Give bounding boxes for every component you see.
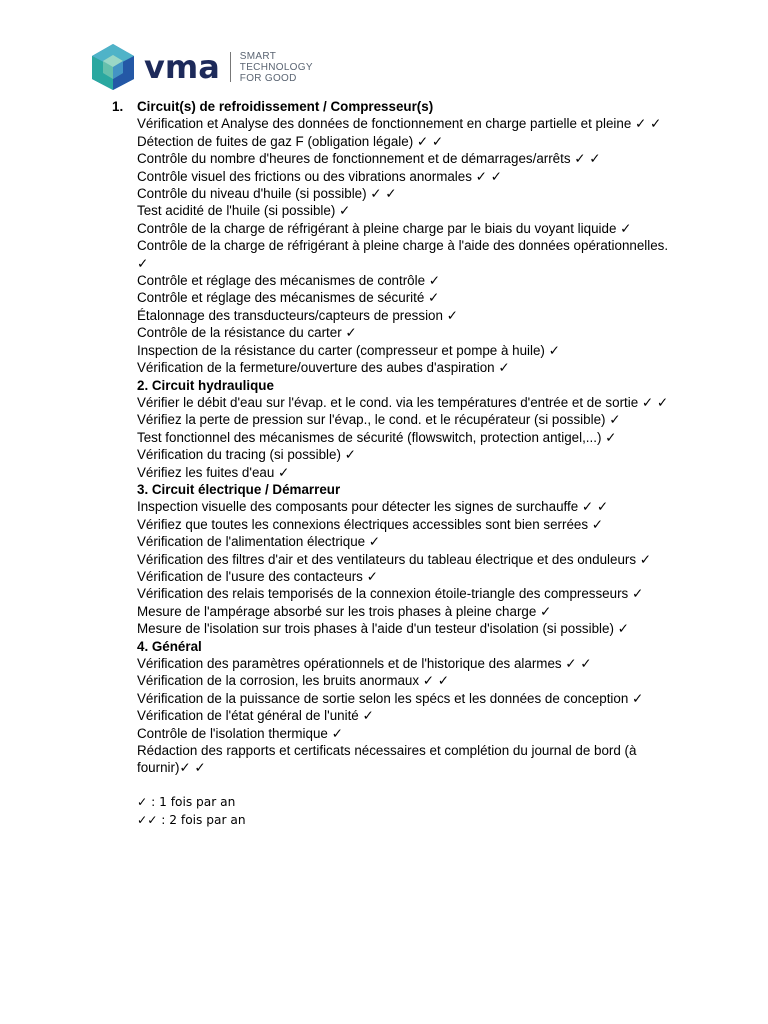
checklist-body [112, 98, 677, 829]
list-item: Vérification des paramètres opérationnels et de l'historique des alarmes ✓ ✓ [137, 656, 592, 671]
section-number: 1. [112, 99, 124, 114]
list-item: Vérification de l'usure des contacteurs ✓ [137, 568, 378, 584]
logo-divider [230, 52, 231, 82]
list-item: Vérification de l'état général de l'unité ✓ [137, 708, 374, 724]
legend-item: ✓ : 1 fois par an [137, 795, 236, 810]
vma-logo [90, 43, 313, 91]
list-item: Contrôle visuel des frictions ou des vibrations anormales ✓ ✓ [137, 168, 502, 184]
list-item: Étalonnage des transducteurs/capteurs de pression ✓ [137, 307, 458, 323]
tagline-line: TECHNOLOGY [239, 61, 313, 73]
list-item: Détection de fuites de gaz F (obligation légale) ✓ ✓ [137, 133, 444, 149]
list-item: Vérifiez que toutes les connexions électriques accessibles sont bien serrées ✓ [137, 516, 604, 532]
legend-item: ✓✓ : 2 fois par an [137, 812, 246, 827]
list-item: Contrôle et réglage des mécanismes de sécurité ✓ [137, 290, 440, 306]
list-item: Vérification des filtres d'air et des ventilateurs du tableau électrique et des onduleurs ✓ [137, 551, 651, 567]
list-item: Test fonctionnel des mécanismes de sécurité (flowswitch, protection antigel,...) ✓ [137, 429, 617, 445]
list-item: Inspection de la résistance du carter (compresseur et pompe à huile) ✓ [137, 342, 560, 358]
list-item: Vérifier le débit d'eau sur l'évap. et le cond. via les températures d'entrée et de sortie ✓ ✓ [137, 394, 669, 410]
list-item: Vérification de la fermeture/ouverture des aubes d'aspiration ✓ [137, 360, 510, 376]
list-item: Contrôle de l'isolation thermique ✓ [137, 725, 343, 741]
logo-wordmark: vma [144, 48, 220, 86]
list-item: Vérifiez les fuites d'eau ✓ [137, 464, 290, 480]
tagline-line: SMART [239, 50, 277, 62]
section-title: 4. Général [137, 638, 202, 654]
list-item: Test acidité de l'huile (si possible) ✓ [137, 203, 351, 219]
list-item: Vérification de la puissance de sortie selon les spécs et les données de conception ✓ [137, 690, 644, 706]
list-item: Contrôle du nombre d'heures de fonctionnement et de démarrages/arrêts ✓ ✓ [137, 151, 601, 167]
list-item: Vérification du tracing (si possible) ✓ [137, 447, 356, 463]
vma-hexagon-logo-icon [90, 43, 136, 91]
list-item: Mesure de l'ampérage absorbé sur les trois phases à pleine charge ✓ [137, 603, 552, 619]
section-title-text: Circuit(s) de refroidissement / Compresseur(s) [137, 99, 434, 114]
list-item: Contrôle de la charge de réfrigérant à pleine charge à l'aide des données opérationnelles. ✓ [137, 238, 669, 271]
logo-tagline [240, 51, 313, 84]
list-item: Contrôle de la résistance du carter ✓ [137, 325, 357, 341]
list-item: Contrôle et réglage des mécanismes de contrôle ✓ [137, 273, 440, 289]
list-item: Contrôle de la charge de réfrigérant à pleine charge par le biais du voyant liquide ✓ [137, 220, 632, 236]
list-item: Mesure de l'isolation sur trois phases à l'aide d'un testeur d'isolation (si possible) ✓ [137, 621, 629, 637]
list-item: Rédaction des rapports et certificats nécessaires et complétion du journal de bord (à fournir)✓ ✓ [137, 743, 637, 776]
list-item: Contrôle du niveau d'huile (si possible) ✓ ✓ [137, 186, 397, 202]
frequency-legend [137, 794, 677, 829]
list-item: Vérification de la corrosion, les bruits anormaux ✓ ✓ [137, 673, 449, 689]
section-title [112, 98, 677, 115]
section-title: 2. Circuit hydraulique [137, 377, 274, 393]
list-item: Vérification des relais temporisés de la connexion étoile-triangle des compresseurs ✓ [137, 586, 644, 602]
list-item: Inspection visuelle des composants pour détecter les signes de surchauffe ✓ ✓ [137, 499, 609, 515]
list-item: Vérifiez la perte de pression sur l'évap., le cond. et le récupérateur (si possible) ✓ [137, 412, 621, 428]
tagline-line: FOR GOOD [239, 72, 297, 84]
list-item: Vérification de l'alimentation électrique ✓ [137, 534, 381, 550]
list-item: Vérification et Analyse des données de fonctionnement en charge partielle et pleine ✓ ✓ [137, 116, 662, 132]
section-title: 3. Circuit électrique / Démarreur [137, 481, 341, 497]
